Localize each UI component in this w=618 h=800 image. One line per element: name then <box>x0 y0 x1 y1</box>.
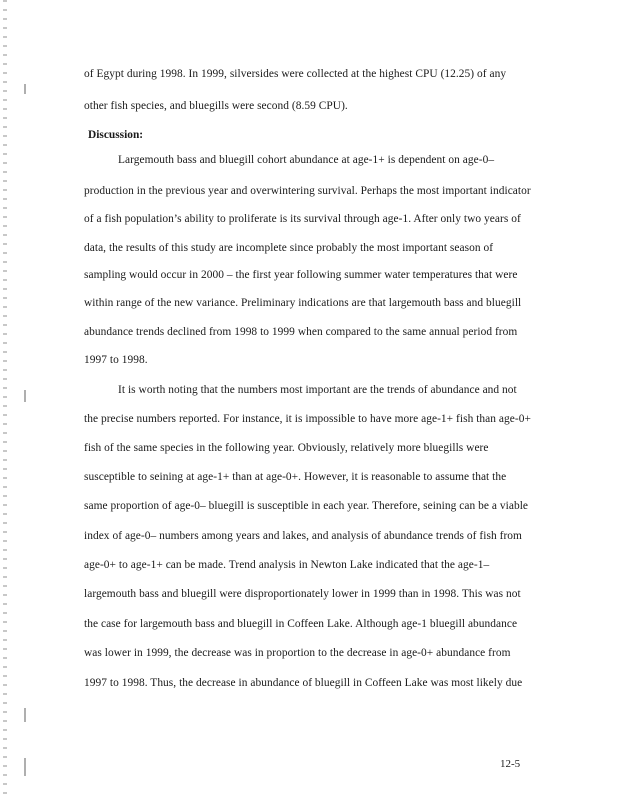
text-line: the case for largemouth bass and bluegill in Coffeen Lake. Although age-1 bluegill abundance <box>84 618 518 630</box>
text-line: It is worth noting that the numbers most important are the trends of abundance and not <box>118 384 517 396</box>
text-line: Largemouth bass and bluegill cohort abundance at age-1+ is dependent on age-0– <box>118 154 495 166</box>
text-line: sampling would occur in 2000 – the first year following summer water temperatures that were <box>84 269 518 281</box>
text-line: largemouth bass and bluegill were disproportionately lower in 1999 than in 1998. This was not <box>84 588 521 600</box>
text-line: same proportion of age-0– bluegill is susceptible in each year. Therefore, seining can be a viable <box>84 500 529 512</box>
text-line: susceptible to seining at age-1+ than at age-0+. However, it is reasonable to assume that the <box>84 471 507 483</box>
margin-mark <box>24 84 26 94</box>
text-line: of a fish population’s ability to proliferate is its survival through age-1. After only two years of <box>84 213 521 225</box>
margin-mark <box>24 708 26 722</box>
text-line: age-0+ to age-1+ can be made. Trend analysis in Newton Lake indicated that the age-1– <box>84 559 490 571</box>
text-line: 1997 to 1998. <box>84 354 148 366</box>
page-number: 12-5 <box>500 758 521 770</box>
text-line: other fish species, and bluegills were second (8.59 CPU). <box>84 100 348 112</box>
text-line: was lower in 1999, the decrease was in proportion to the decrease in age-0+ abundance from <box>84 647 511 659</box>
text-line: data, the results of this study are incomplete since probably the most important season of <box>84 242 494 254</box>
text-line: fish of the same species in the following year. Obviously, relatively more bluegills were <box>84 442 489 454</box>
text-line: within range of the new variance. Preliminary indications are that largemouth bass and bluegill <box>84 297 522 309</box>
text-line: production in the previous year and overwintering survival. Perhaps the most important indicator <box>84 185 531 197</box>
text-line: 1997 to 1998. Thus, the decrease in abundance of bluegill in Coffeen Lake was most likely due <box>84 677 523 689</box>
discussion-heading: Discussion: <box>88 129 144 141</box>
margin-mark <box>24 390 26 402</box>
text-line: abundance trends declined from 1998 to 1999 when compared to the same annual period from <box>84 326 518 338</box>
text-line: the precise numbers reported. For instance, it is impossible to have more age-1+ fish than age-0+ <box>84 413 531 425</box>
text-line: of Egypt during 1998. In 1999, silversides were collected at the highest CPU (12.25) of any <box>84 68 507 80</box>
text-line: index of age-0– numbers among years and lakes, and analysis of abundance trends of fish from <box>84 530 522 542</box>
margin-mark <box>24 758 26 776</box>
scan-border <box>3 0 7 800</box>
